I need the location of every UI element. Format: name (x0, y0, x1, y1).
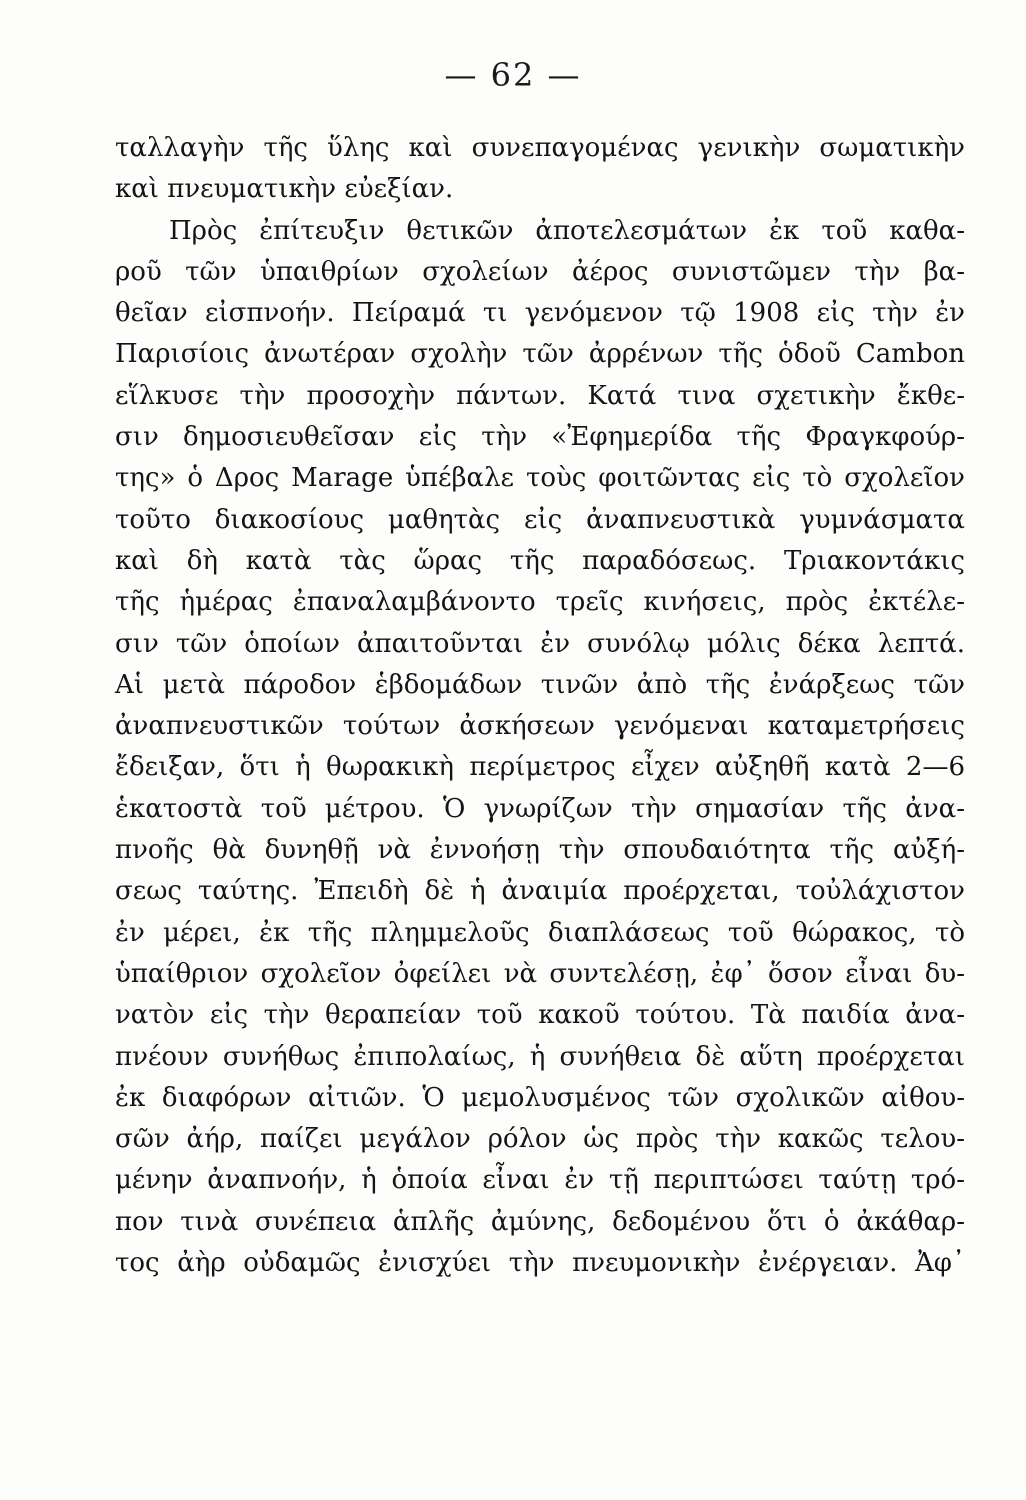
text-line: πνοῆς θὰ δυνηθῇ νὰ ἐννοήσῃ τὴν σπουδαιότητα τῆς αὐξή- (115, 835, 965, 866)
text-line: σεως ταύτης. Ἐπειδὴ δὲ ἡ ἀναιμία προέρχεται, τοὐλάχιστον (115, 876, 965, 907)
text-line: της» ὁ Δρος Marage ὑπέβαλε τοὺς φοιτῶντας εἰς τὸ σχολεῖον (115, 463, 965, 494)
text-line: τοῦτο διακοσίους μαθητὰς εἰς ἀναπνευστικὰ γυμνάσματα (115, 504, 965, 535)
text-line: ἑκατοστὰ τοῦ μέτρου. Ὁ γνωρίζων τὴν σημασίαν τῆς ἀνα- (115, 793, 965, 824)
text-line: πον τινὰ συνέπεια ἁπλῆς ἀμύνης, δεδομένου ὅτι ὁ ἀκάθαρ- (115, 1206, 965, 1237)
text-line: θεῖαν εἰσπνοήν. Πείραμά τι γενόμενον τῷ 1908 εἰς τὴν ἐν (115, 298, 965, 329)
text-line: Πρὸς ἐπίτευξιν θετικῶν ἀποτελεσμάτων ἐκ τοῦ καθα- (169, 215, 965, 246)
text-line: ἔδειξαν, ὅτι ἡ θωρακικὴ περίμετρος εἶχεν αὐξηθῆ κατὰ 2—6 (115, 752, 965, 783)
text-line: σιν τῶν ὁποίων ἀπαιτοῦνται ἐν συνόλῳ μόλις δέκα λεπτά. (115, 628, 965, 659)
body-text (115, 128, 965, 1284)
text-line: ὑπαίθριον σχολεῖον ὀφείλει νὰ συντελέσῃ, ἐφ᾽ ὅσον εἶναι δυ- (115, 958, 965, 989)
text-line: τῆς ἡμέρας ἐπαναλαμβάνοντο τρεῖς κινήσεις, πρὸς ἐκτέλε- (115, 587, 965, 618)
text-line: ἀναπνευστικῶν τούτων ἀσκήσεων γενόμεναι καταμετρήσεις (115, 711, 965, 742)
text-line: καὶ δὴ κατὰ τὰς ὥρας τῆς παραδόσεως. Τριακοντάκις (115, 545, 965, 576)
text-line: μένην ἀναπνοήν, ἡ ὁποία εἶναι ἐν τῇ περιπτώσει ταύτῃ τρό- (115, 1165, 965, 1196)
text-line: καὶ πνευματικὴν εὐεξίαν. (115, 174, 454, 205)
text-line: ροῦ τῶν ὑπαιθρίων σχολείων ἀέρος συνιστῶμεν τὴν βα- (115, 256, 965, 287)
text-line: ταλλαγὴν τῆς ὕλης καὶ συνεπαγομένας γενικὴν σωματικὴν (115, 133, 965, 163)
text-line: σιν δημοσιευθεῖσαν εἰς τὴν «Ἐφημερίδα τῆς Φραγκφούρ- (115, 422, 965, 453)
text-line: τος ἀὴρ οὐδαμῶς ἐνισχύει τὴν πνευμονικὴν ἐνέργειαν. Ἀφ᾽ (115, 1248, 965, 1279)
text-line: ἐκ διαφόρων αἰτιῶν. Ὁ μεμολυσμένος τῶν σχολικῶν αἰθου- (115, 1082, 965, 1113)
text-line: ἐν μέρει, ἐκ τῆς πλημμελοῦς διαπλάσεως τοῦ θώρακος, τὸ (115, 917, 965, 948)
text-line: Παρισίοις ἀνωτέραν σχολὴν τῶν ἀρρένων τῆς ὁδοῦ Cambon (115, 339, 965, 370)
text-line: σῶν ἀήρ, παίζει μεγάλον ρόλον ὡς πρὸς τὴν κακῶς τελου- (115, 1124, 965, 1155)
text-line: νατὸν εἰς τὴν θεραπείαν τοῦ κακοῦ τούτου. Τὰ παιδία ἀνα- (115, 1000, 965, 1031)
text-line: Αἱ μετὰ πάροδον ἑβδομάδων τινῶν ἀπὸ τῆς ἐνάρξεως τῶν (115, 669, 965, 700)
text-line: πνέουν συνήθως ἐπιπολαίως, ἡ συνήθεια δὲ αὕτη προέρχεται (115, 1041, 965, 1072)
text-line: εἵλκυσε τὴν προσοχὴν πάντων. Κατά τινα σχετικὴν ἔκθε- (115, 380, 965, 411)
page-number: — 62 — (444, 56, 582, 94)
